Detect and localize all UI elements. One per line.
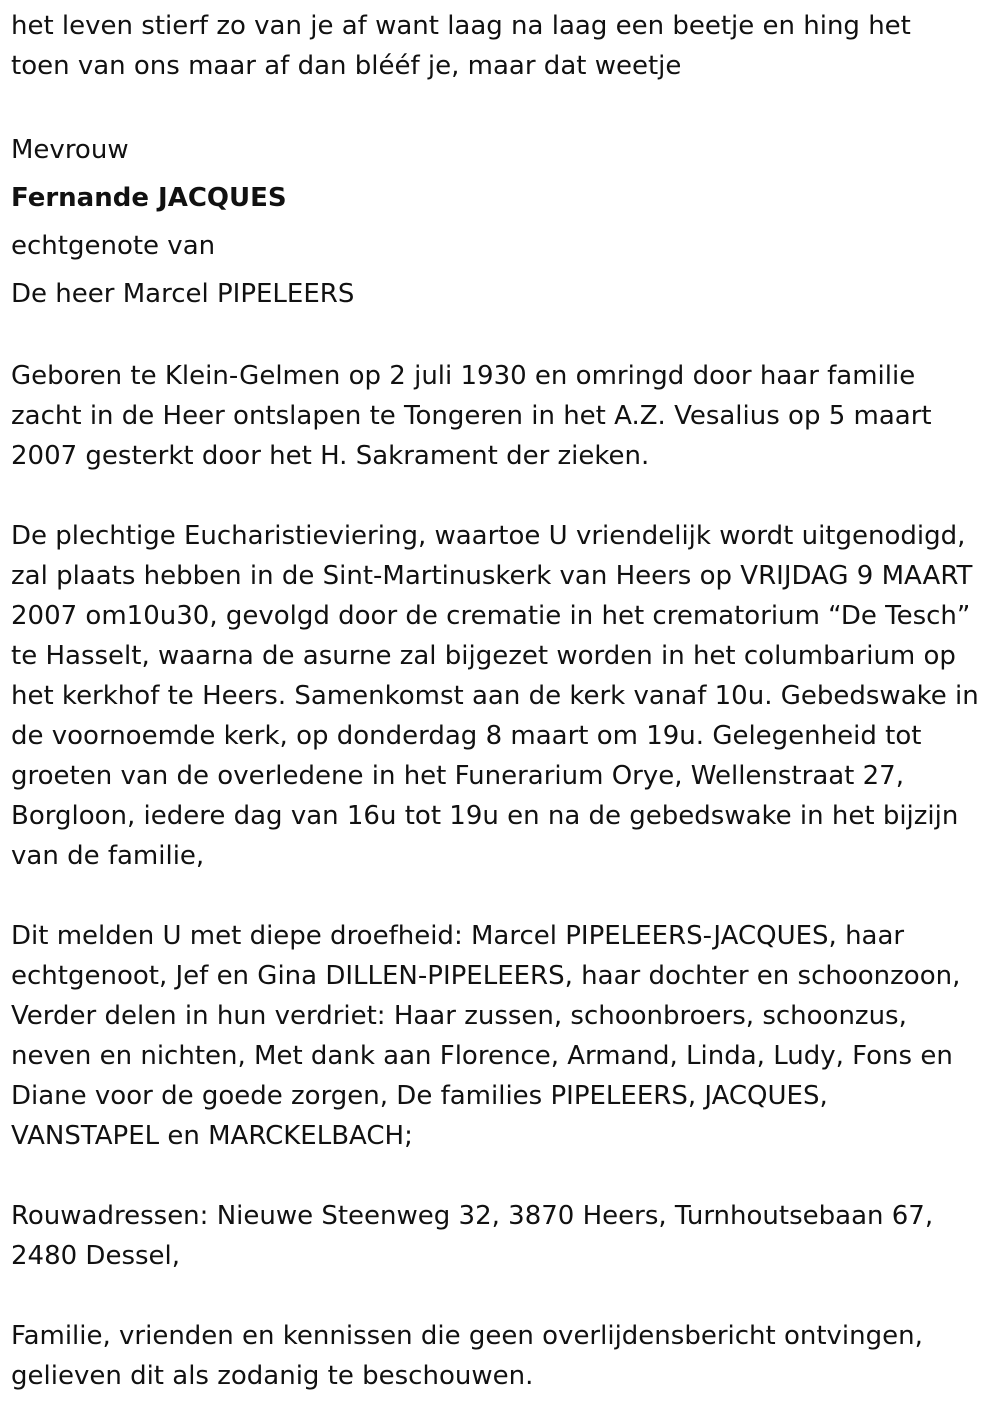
ceremony-line: 2007 om10u30, gevolgd door de crematie in het crematorium “De Tesch” <box>11 601 971 631</box>
deceased-block <box>11 126 996 318</box>
family-line: Diane voor de goede zorgen, De families PIPELEERS, JACQUES, <box>11 1081 828 1111</box>
spacer <box>11 86 996 126</box>
birth-death-line: zacht in de Heer ontslapen te Tongeren in het A.Z. Vesalius op 5 maart <box>11 401 932 431</box>
poem-line: het leven stierf zo van je af want laag na laag een beetje en hing het <box>11 11 911 41</box>
spacer <box>11 318 996 356</box>
addresses-paragraph <box>11 1196 996 1276</box>
spacer <box>11 476 996 516</box>
birth-death-line: 2007 gesterkt door het H. Sakrament der zieken. <box>11 441 650 471</box>
family-line: neven en nichten, Met dank aan Florence, Armand, Linda, Ludy, Fons en <box>11 1041 953 1071</box>
family-line: Dit melden U met diepe droefheid: Marcel PIPELEERS-JACQUES, haar <box>11 921 905 951</box>
ceremony-line: de voornoemde kerk, op donderdag 8 maart om 19u. Gelegenheid tot <box>11 721 922 751</box>
spacer <box>11 876 996 916</box>
obituary-page <box>11 6 996 1396</box>
ceremony-line: De plechtige Eucharistieviering, waartoe U vriendelijk wordt uitgenodigd, <box>11 521 966 551</box>
spacer <box>11 1156 996 1196</box>
family-paragraph <box>11 916 996 1156</box>
ceremony-paragraph <box>11 516 996 876</box>
address-line: 2480 Dessel, <box>11 1241 181 1271</box>
family-line: VANSTAPEL en MARCKELBACH; <box>11 1121 413 1151</box>
ceremony-line: zal plaats hebben in de Sint-Martinuskerk van Heers op VRIJDAG 9 MAART <box>11 561 973 591</box>
ceremony-line: Borgloon, iedere dag van 16u tot 19u en na de gebedswake in het bijzijn <box>11 801 959 831</box>
ceremony-line: groeten van de overledene in het Funerarium Orye, Wellenstraat 27, <box>11 761 904 791</box>
family-line: echtgenoot, Jef en Gina DILLEN-PIPELEERS, haar dochter en schoonzoon, <box>11 961 961 991</box>
deceased-name: Fernande JACQUES <box>11 183 287 213</box>
closing-line: gelieven dit als zodanig te beschouwen. <box>11 1361 534 1391</box>
spouse-name: De heer Marcel PIPELEERS <box>11 279 355 309</box>
family-line: Verder delen in hun verdriet: Haar zussen, schoonbroers, schoonzus, <box>11 1001 907 1031</box>
ceremony-line: te Hasselt, waarna de asurne zal bijgezet worden in het columbarium op <box>11 641 956 671</box>
ceremony-line: het kerkhof te Heers. Samenkomst aan de kerk vanaf 10u. Gebedswake in <box>11 681 979 711</box>
ceremony-line: van de familie, <box>11 841 205 871</box>
relation-label: echtgenote van <box>11 231 216 261</box>
closing-paragraph <box>11 1316 996 1396</box>
poem-line: toen van ons maar af dan blééf je, maar dat weetje <box>11 51 682 81</box>
address-line: Rouwadressen: Nieuwe Steenweg 32, 3870 Heers, Turnhoutsebaan 67, <box>11 1201 934 1231</box>
honorific: Mevrouw <box>11 135 129 165</box>
birth-death-paragraph <box>11 356 996 476</box>
birth-death-line: Geboren te Klein-Gelmen op 2 juli 1930 en omringd door haar familie <box>11 361 916 391</box>
poem-paragraph <box>11 6 996 86</box>
spacer <box>11 1276 996 1316</box>
closing-line: Familie, vrienden en kennissen die geen overlijdensbericht ontvingen, <box>11 1321 923 1351</box>
